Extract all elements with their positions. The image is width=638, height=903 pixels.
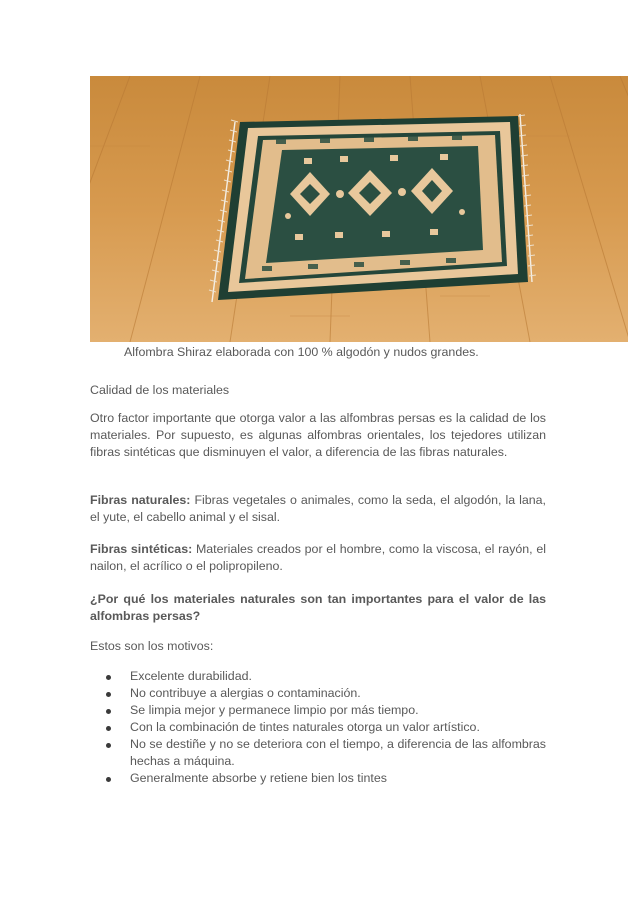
bullet-icon — [106, 777, 111, 782]
rug-photo — [90, 76, 628, 342]
paragraph-intro: Otro factor importante que otorga valor a las alfombras persas es la calidad de los materiales. Por supuesto, es algunas alfombras orientales, los tejedores utilizan fibras sintéticas que disminuyen el valor, a diferencia de las fibras naturales. — [90, 411, 546, 459]
bullet-icon — [106, 709, 111, 714]
bullet-icon — [106, 692, 111, 697]
bullet-icon — [106, 726, 111, 731]
list-item: No se destiñe y no se deteriora con el tiempo, a diferencia de las alfombras hechas a máquina. — [90, 736, 546, 770]
bullet-icon — [106, 743, 111, 748]
bullet-icon — [106, 675, 111, 680]
list-item: Generalmente absorbe y retiene bien los tintes — [90, 770, 546, 787]
list-item: No contribuye a alergias o contaminación. — [90, 685, 546, 702]
list-item: Con la combinación de tintes naturales otorga un valor artístico. — [90, 719, 546, 736]
section-heading: Calidad de los materiales — [90, 383, 230, 397]
list-item: Excelente durabilidad. — [90, 668, 546, 685]
synthetic-fibers-text: Materiales creados por el hombre, como la viscosa, el rayón, el nailon, el acrílico o el polipropileno. — [90, 542, 546, 573]
list-item: Se limpia mejor y permanece limpio por más tiempo. — [90, 702, 546, 719]
paragraph-synthetic-fibers — [90, 541, 546, 575]
reasons-list — [90, 668, 546, 787]
synthetic-fibers-label: Fibras sintéticas: — [90, 542, 193, 556]
question-heading: ¿Por qué los materiales naturales son tan importantes para el valor de las alfombras persas? — [90, 592, 546, 623]
paragraph-natural-fibers — [90, 492, 546, 526]
image-caption: Alfombra Shiraz elaborada con 100 % algodón y nudos grandes. — [124, 345, 479, 359]
natural-fibers-text: Fibras vegetales o animales, como la seda, el algodón, la lana, el yute, el cabello animal y el sisal. — [90, 493, 546, 524]
natural-fibers-label: Fibras naturales: — [90, 493, 191, 507]
reasons-intro: Estos son los motivos: — [90, 639, 214, 653]
